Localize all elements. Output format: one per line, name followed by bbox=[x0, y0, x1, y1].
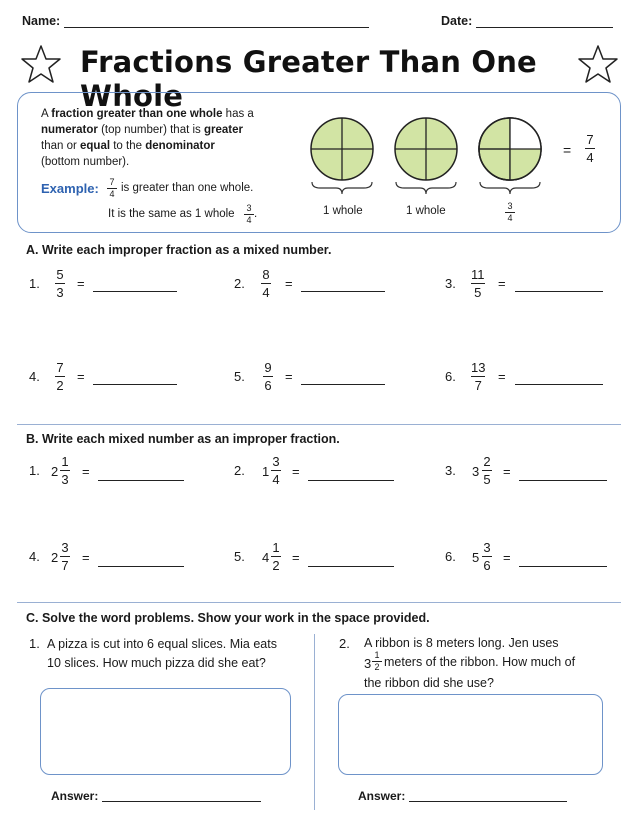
example-text: is greater than one whole. bbox=[121, 182, 254, 194]
a1-equals: = bbox=[77, 276, 85, 291]
a6-answer-line[interactable] bbox=[515, 384, 603, 385]
b3-equals: = bbox=[503, 464, 511, 479]
b1-number: 1. bbox=[29, 463, 40, 478]
c1-answer-label: Answer: bbox=[51, 789, 99, 803]
b3-answer-line[interactable] bbox=[519, 480, 607, 481]
a4-number: 4. bbox=[29, 369, 40, 384]
b1-whole: 2 bbox=[51, 464, 59, 479]
b6-fraction: 3 6 bbox=[483, 540, 491, 573]
b6-whole: 5 bbox=[472, 550, 480, 565]
a3-answer-line[interactable] bbox=[515, 291, 603, 292]
example-line2-fraction: 3 4 bbox=[244, 204, 254, 225]
c1-answer-line[interactable] bbox=[102, 801, 261, 802]
section-c-heading: C. Solve the word problems. Show your work in the space provided. bbox=[26, 611, 430, 625]
c2-answer-line[interactable] bbox=[409, 801, 567, 802]
b2-answer-line[interactable] bbox=[308, 480, 394, 481]
circle-label-2: 1 whole bbox=[406, 205, 446, 217]
name-label: Name: bbox=[22, 14, 61, 28]
a6-equals: = bbox=[498, 369, 506, 384]
b2-number: 2. bbox=[234, 463, 245, 478]
intro-definition: A fraction greater than one whole has a numerator (top number) that is greater than or equal to the denominator (bottom number). bbox=[41, 108, 254, 168]
example-line2-period: . bbox=[254, 208, 258, 220]
a1-number: 1. bbox=[29, 276, 40, 291]
c2-problem-line3: the ribbon did she use? bbox=[364, 676, 494, 690]
date-label: Date: bbox=[441, 14, 473, 28]
b4-number: 4. bbox=[29, 549, 40, 564]
b4-fraction: 3 7 bbox=[61, 540, 69, 573]
b2-fraction: 3 4 bbox=[272, 454, 280, 487]
section-c-divider bbox=[314, 634, 315, 810]
b5-fraction: 1 2 bbox=[272, 540, 280, 573]
a3-equals: = bbox=[498, 276, 506, 291]
c2-whole: 3 bbox=[364, 656, 372, 671]
a2-fraction: 8 4 bbox=[262, 267, 270, 300]
a3-number: 3. bbox=[445, 276, 456, 291]
example-label: Example: bbox=[41, 181, 99, 196]
b1-answer-line[interactable] bbox=[98, 480, 184, 481]
section-a-heading: A. Write each improper fraction as a mixed number. bbox=[26, 243, 332, 257]
a5-fraction: 9 6 bbox=[264, 360, 272, 393]
c1-problem-text: A pizza is cut into 6 equal slices. Mia eats 10 slices. How much pizza did she eat? bbox=[47, 637, 277, 670]
b6-answer-line[interactable] bbox=[519, 566, 607, 567]
example-line2: It is the same as 1 whole bbox=[108, 208, 235, 220]
a2-number: 2. bbox=[234, 276, 245, 291]
b4-answer-line[interactable] bbox=[98, 566, 184, 567]
b6-number: 6. bbox=[445, 549, 456, 564]
b6-equals: = bbox=[503, 550, 511, 565]
b5-number: 5. bbox=[234, 549, 245, 564]
circle-label-3: 3 4 bbox=[505, 202, 515, 223]
brace-icons bbox=[310, 180, 550, 196]
a4-fraction: 7 2 bbox=[56, 360, 64, 393]
c2-answer-label: Answer: bbox=[358, 789, 406, 803]
a2-answer-line[interactable] bbox=[301, 291, 385, 292]
c2-problem-line2: meters of the ribbon. How much of bbox=[384, 655, 576, 669]
b5-equals: = bbox=[292, 550, 300, 565]
section-b-heading: B. Write each mixed number as an improper fraction. bbox=[26, 432, 340, 446]
b2-equals: = bbox=[292, 464, 300, 479]
a6-fraction: 13 7 bbox=[471, 360, 486, 393]
a4-answer-line[interactable] bbox=[93, 384, 177, 385]
a5-equals: = bbox=[285, 369, 293, 384]
a6-number: 6. bbox=[445, 369, 456, 384]
a5-answer-line[interactable] bbox=[301, 384, 385, 385]
c2-fraction: 1 2 bbox=[372, 651, 382, 672]
page-title: Fractions Greater Than One Whole bbox=[80, 45, 537, 113]
a5-number: 5. bbox=[234, 369, 245, 384]
date-field[interactable] bbox=[476, 27, 613, 28]
c2-number: 2. bbox=[339, 636, 350, 651]
star-icon-left bbox=[20, 44, 62, 84]
example-fraction: 7 4 bbox=[107, 178, 117, 199]
a2-equals: = bbox=[285, 276, 293, 291]
b1-fraction: 1 3 bbox=[61, 454, 69, 487]
result-fraction: 7 4 bbox=[586, 132, 594, 165]
name-field[interactable] bbox=[64, 27, 369, 28]
b4-whole: 2 bbox=[51, 550, 59, 565]
c2-problem-line1: A ribbon is 8 meters long. Jen uses bbox=[364, 636, 559, 650]
b3-fraction: 2 5 bbox=[483, 454, 491, 487]
b2-whole: 1 bbox=[262, 464, 270, 479]
c1-work-box[interactable] bbox=[40, 688, 291, 775]
a1-fraction: 5 3 bbox=[56, 267, 64, 300]
b5-answer-line[interactable] bbox=[308, 566, 394, 567]
divider-b-c bbox=[17, 602, 621, 603]
b5-whole: 4 bbox=[262, 550, 270, 565]
b3-whole: 3 bbox=[472, 464, 480, 479]
c2-work-box[interactable] bbox=[338, 694, 603, 775]
a4-equals: = bbox=[77, 369, 85, 384]
b3-number: 3. bbox=[445, 463, 456, 478]
divider-a-b bbox=[17, 424, 621, 425]
result-equals: = bbox=[563, 142, 572, 158]
b4-equals: = bbox=[82, 550, 90, 565]
a3-fraction: 11 5 bbox=[471, 267, 485, 300]
star-icon-right bbox=[577, 44, 619, 84]
c1-number: 1. bbox=[29, 636, 40, 651]
a1-answer-line[interactable] bbox=[93, 291, 177, 292]
circle-label-1: 1 whole bbox=[323, 205, 363, 217]
b1-equals: = bbox=[82, 464, 90, 479]
